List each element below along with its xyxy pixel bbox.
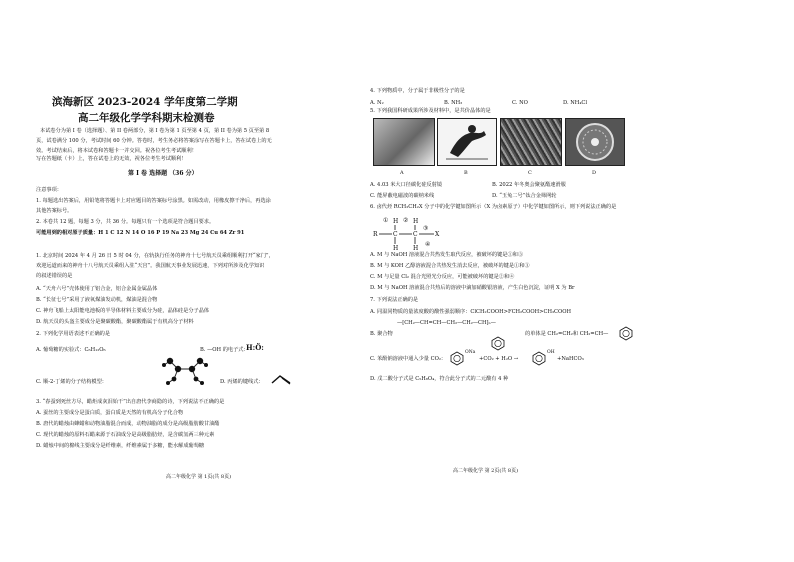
q7-option-a: A. 同温同物质的量浓度酸的酸性强弱顺序：ClCH₂COOH>FCH₂COOH>CH₃COOH	[370, 309, 572, 315]
notes-line: 其他答案标号。	[36, 208, 73, 214]
photo-sic-mirror	[373, 118, 435, 166]
photo-yutu2-rover	[565, 118, 625, 166]
q6-option-c: C. M 与足量 Cl₂ 混合光照光分反应，可能被破坏的键是②和④	[370, 274, 515, 280]
photo-speed-skater	[437, 118, 497, 166]
atom-h4: H	[413, 245, 419, 252]
section-title: 第 I 卷 选择题 （36 分）	[128, 170, 198, 177]
ona-group: ONa	[465, 350, 476, 355]
q1-stem: 的叙述错误的是	[36, 273, 73, 279]
q1-option-b: B. “长征七号”采用了液氧煤油发动机，煤油是混合物	[36, 297, 158, 303]
skater-icon	[444, 123, 490, 161]
cis-2-butene-model	[160, 355, 210, 387]
benzene-ring-icon	[450, 351, 464, 365]
photo-label-c: C	[528, 170, 532, 176]
haloalkane-structure	[373, 214, 453, 254]
q2-stem: 2. 下列化学用语表述不正确的是	[36, 331, 111, 337]
photo-label-b: B	[464, 170, 468, 176]
q1-stem: 欢迎远道而来的神舟十八号航天员乘组入驻“天宫”。我国航天事业发展迅速，下列对所涉及化学知识	[36, 263, 265, 269]
q5-option-d: D. “玉兔二号”钛合金筛网轮	[492, 193, 557, 199]
q4-option-a: A. N₂	[370, 100, 384, 106]
q1-stem: 1. 北京时间 2024 年 4 月 26 日 5 时 04 分，在轨执行任务的神舟十七号航天员乘组顺利打开“家门”，	[36, 253, 274, 259]
benzene-ring-icon	[532, 351, 546, 365]
intro-line: 本试卷分为第 I 卷（选择题）、第 II 卷两部分，第 I 卷为第 1 页至第 4 页，第 II 卷为第 5 页至第 8	[40, 128, 270, 134]
exam-title-line1: 滨海新区 2023-2024 学年度第二学期	[52, 96, 238, 108]
q4-option-d: D. NH₄Cl	[563, 100, 588, 106]
q7-polymer-chain: —[CH₂—CH=CH—CH₂—CH₂—CH]ₙ—	[397, 320, 496, 326]
q3-option-c: C. 现代的蜡烛的原料石蜡来源于石油成分是高级脂肪烃，是含碳氢两三种元素	[36, 432, 215, 438]
q7-option-b: B. 聚合物	[370, 331, 393, 337]
bond-label-1: ①	[383, 217, 389, 224]
q2-option-a: A. 葡萄糖的实验式：C₆H₁₂O₆	[36, 347, 106, 353]
q5-option-b: B. 2022 年冬奥会聚氨酯速滑服	[492, 182, 566, 188]
q1-option-a: A. “天舟六号”壳体使用了铝合金，铝合金属金属晶体	[36, 286, 158, 292]
bond-label-2: ②	[403, 217, 409, 224]
intro-line: 效。考试结束后，将本试卷和答题卡一并交回。祝各位考生考试顺利！	[36, 148, 197, 154]
q5-stem: 5. 下列我国科研成果所涉及材料中，是共价晶体的是	[370, 108, 491, 114]
bond-label-4: ④	[425, 241, 431, 248]
intro-line: 写在答题纸（卡）上，答在试卷上的无效，祝各位考生考试顺利！	[36, 156, 187, 162]
q6-stem: 6. 卤代烃 RCH₂CH₂X 分子中的化学键如图所示（X 为卤素原子）中化学键如图所示，则下列说法正确的是	[370, 204, 617, 210]
atom-h1: H	[393, 218, 399, 225]
q3-stem: 3. “春蚕到死丝方尽，蜡炬成灰泪始干”出自唐代李商隐的诗，下列说法不正确的是	[36, 399, 225, 405]
notes-line: 注意事项：	[36, 187, 62, 193]
bond-label-3: ③	[423, 225, 429, 232]
q7-option-c: C. 苯酚钠溶液中通入少量 CO₂：	[370, 356, 447, 362]
q6-option-d: D. M 与 NaOH 溶液混合共热后的溶液中滴加硝酸银溶液，产生白色沉淀，证明 X 为 Br	[370, 285, 575, 291]
q5-option-a: A. 4.03 米大口径碳化硅反射镜	[370, 182, 443, 188]
q1-option-d: D. 航天员的头盔主要成分是聚碳酸酯，聚碳酸酯属于有机高分子材料	[36, 319, 194, 325]
exam-title-line2: 高二年级化学学科期末检测卷	[78, 112, 215, 124]
oh-group: OH	[547, 350, 555, 355]
atom-c2: C	[413, 231, 418, 238]
photo-label-d: D	[592, 170, 597, 176]
atom-c1: C	[393, 231, 398, 238]
q7-option-d: D. 戊二酸分子式是 C₅H₈O₄，符合此分子式的二元酸有 4 种	[370, 376, 509, 382]
q7-stem: 7. 下列说法正确的是	[370, 297, 419, 303]
wheel-icon	[574, 121, 616, 163]
q5-option-c: C. 能屏蔽电磁波的碳纳米线	[370, 193, 435, 199]
q3-option-d: D. 蜡烛中间的棉线主要成分是纤维素，纤维素属于多糖，能水解成葡萄糖	[36, 443, 205, 449]
q2-option-b: B. —OH 的电子式：	[200, 347, 249, 353]
right-page	[370, 0, 794, 562]
page-footer: 高二年级化学 第 1页(共 8页)	[166, 474, 232, 480]
propene-skeletal	[270, 373, 292, 385]
photo-carbon-nanowire	[500, 118, 562, 166]
q2-option-c: C. 顺-2-丁烯的分子结构模型：	[36, 379, 107, 385]
q4-option-c: C. NO	[512, 100, 528, 106]
benzene-ring-icon	[619, 326, 633, 340]
q7-option-c-suffix: +NaHCO₃	[557, 356, 584, 362]
q6-option-a: A. M 与 NaOH 溶液混合共热发生取代反应，被破坏的键是①和③	[370, 252, 524, 258]
q7-option-b-suffix: 的单体是 CH₂=CH₂和 CH₂=CH—	[525, 331, 609, 337]
q1-option-c: C. 神舟飞船上太阳能电池板的半导体材料主要成分为硅，晶体硅是分子晶体	[36, 308, 210, 314]
atom-x: X	[435, 231, 440, 238]
atom-h2: H	[413, 218, 419, 225]
q4-option-b: B. NH₃	[444, 100, 463, 106]
notes-line: 2. 本卷共 12 题，每题 3 分，共 36 分。每题只有一个选项是符合题目要求。	[36, 219, 215, 225]
intro-line: 页，试卷满分 100 分，考试时间 60 分钟。答卷时，考生务必将答案涂写在答题卡上，答在试卷上的无	[36, 138, 272, 144]
q4-stem: 4. 下列物质中，分子属于非极性分子的是	[370, 88, 465, 94]
q3-option-a: A. 蚕丝的主要成分是蛋白质，蛋白质是天然的有机高分子化合物	[36, 410, 184, 416]
atom-h3: H	[393, 245, 399, 252]
benzene-ring-icon	[491, 336, 505, 350]
atom-r: R	[373, 231, 378, 238]
page-footer: 高二年级化学 第 2页(共 8页)	[453, 468, 519, 474]
q6-option-b: B. M 与 KOH 乙醇溶液混合共热发生消去反应，被破坏的键是①和③	[370, 263, 530, 269]
q3-option-b: B. 唐代的蜡烛由蜂蜡和动物油脂混合而成，动物油脂的成分是高级脂肪酸甘油酯	[36, 421, 220, 427]
oh-electron-formula: H:Ö:	[246, 343, 264, 352]
photo-label-a: A	[400, 170, 404, 176]
q2-option-d: D. 丙烯的键线式：	[220, 379, 264, 385]
notes-line: 1. 每题选出答案后，用铅笔将答题卡上对应题目的答案标号涂黑。如需改动，用橡皮擦干净后，再选涂	[36, 198, 271, 204]
atomic-masses: 可能用到的相对原子质量：H 1 C 12 N 14 O 16 P 19 Na 23 Mg 24 Cu 64 Zr 91	[36, 230, 245, 236]
q7-option-c-mid: +CO₂ + H₂O →	[479, 356, 519, 362]
